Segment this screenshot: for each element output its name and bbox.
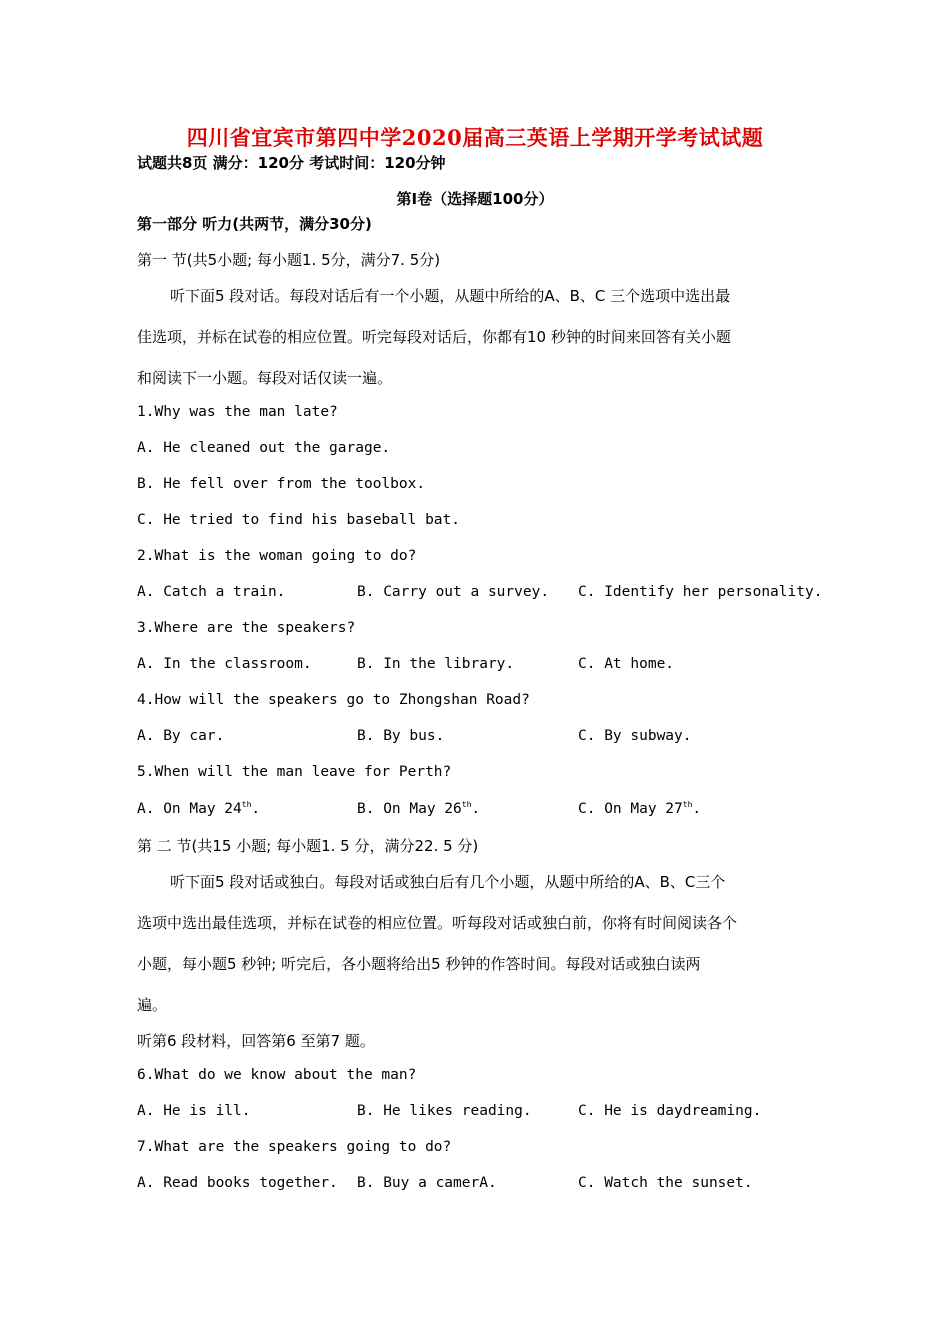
q6-option-c: C. He is daydreaming.: [578, 1103, 762, 1119]
q6-option-a: A. He is ill.: [137, 1103, 251, 1119]
q4-option-c: C. By subway.: [578, 728, 692, 744]
q5-option-c: C. On May 27th.: [578, 800, 702, 817]
question-1: 1.Why was the man late?: [137, 404, 338, 420]
q3-option-a: A. In the classroom.: [137, 656, 312, 672]
material-instruction: 听第6 段材料，回答第6 至第7 题。: [137, 1032, 375, 1050]
question-3: 3.Where are the speakers?: [137, 620, 356, 636]
section1-heading: 第一 节(共5小题; 每小题1. 5分，满分7. 5分): [137, 251, 441, 269]
q3-option-b: B. In the library.: [357, 656, 515, 672]
exam-title: 四川省宜宾市第四中学2020届高三英语上学期开学考试试题: [186, 125, 764, 150]
q1-option-b: B. He fell over from the toolbox.: [137, 476, 426, 492]
q5-option-b: B. On May 26th.: [357, 800, 481, 817]
question-6: 6.What do we know about the man?: [137, 1067, 417, 1083]
q2-option-b: B. Carry out a survey.: [357, 584, 550, 600]
question-4: 4.How will the speakers go to Zhongshan Road?: [137, 692, 530, 708]
q4-option-a: A. By car.: [137, 728, 225, 744]
section2-heading: 第 二 节(共15 小题; 每小题1. 5 分，满分22. 5 分): [137, 837, 479, 855]
section1-instruction: 佳选项，并标在试卷的相应位置。听完每段对话后，你都有10 秒钟的时间来回答有关小题: [137, 328, 731, 346]
q1-option-a: A. He cleaned out the garage.: [137, 440, 391, 456]
question-5: 5.When will the man leave for Perth?: [137, 764, 452, 780]
q7-option-b: B. Buy a camerA.: [357, 1175, 497, 1191]
q5-option-a: A. On May 24th.: [137, 800, 261, 817]
section2-instruction: 听下面5 段对话或独白。每段对话或独白后有几个小题，从题中所给的A、B、C三个: [170, 873, 726, 891]
part1-heading: 第一部分 听力(共两节，满分30分): [137, 215, 372, 233]
q4-option-b: B. By bus.: [357, 728, 445, 744]
section2-instruction: 遍。: [137, 996, 168, 1014]
volume-heading: 第Ⅰ卷（选择题100分）: [396, 190, 554, 208]
q2-option-a: A. Catch a train.: [137, 584, 286, 600]
section2-instruction: 小题，每小题5 秒钟; 听完后，各小题将给出5 秒钟的作答时间。每段对话或独白读两: [137, 955, 701, 973]
section1-instruction: 听下面5 段对话。每段对话后有一个小题，从题中所给的A、B、C 三个选项中选出最: [170, 287, 731, 305]
q3-option-c: C. At home.: [578, 656, 675, 672]
question-2: 2.What is the woman going to do?: [137, 548, 417, 564]
q6-option-b: B. He likes reading.: [357, 1103, 532, 1119]
q7-option-a: A. Read books together.: [137, 1175, 338, 1191]
section2-instruction: 选项中选出最佳选项，并标在试卷的相应位置。听每段对话或独白前，你将有时间阅读各个: [137, 914, 738, 932]
q7-option-c: C. Watch the sunset.: [578, 1175, 753, 1191]
question-7: 7.What are the speakers going to do?: [137, 1139, 452, 1155]
exam-info: 试题共8页 满分：120分 考试时间：120分钟: [137, 154, 446, 172]
q1-option-c: C. He tried to find his baseball bat.: [137, 512, 461, 528]
section1-instruction: 和阅读下一小题。每段对话仅读一遍。: [137, 369, 393, 387]
q2-option-c: C. Identify her personality.: [578, 584, 823, 600]
